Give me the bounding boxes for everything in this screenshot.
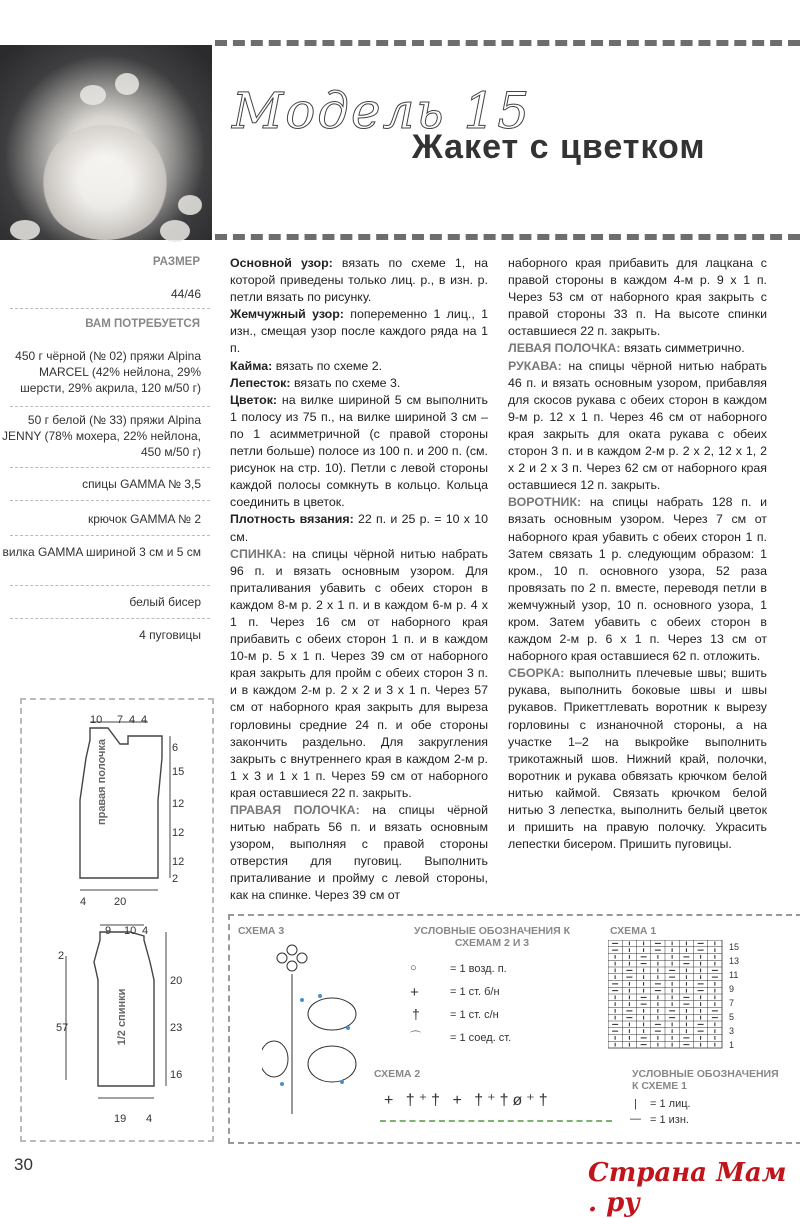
instruction-paragraph <box>508 494 767 665</box>
size-heading: РАЗМЕР <box>152 256 200 268</box>
paragraph-heading: Жемчужный узор: <box>230 307 344 322</box>
paragraph-heading: Цветок: <box>230 392 278 407</box>
instruction-paragraph <box>230 358 488 375</box>
scheme1-title: СХЕМА 1 <box>610 925 657 937</box>
back-panel-label: 1/2 спинки <box>116 988 128 1046</box>
scheme3-drawing <box>262 934 372 1134</box>
paragraph-text: вязать по схеме 3. <box>290 375 401 390</box>
paragraph-heading: ЛЕВАЯ ПОЛОЧКА: <box>508 341 621 356</box>
dim-label: 2 <box>58 950 65 962</box>
divider <box>10 308 210 309</box>
purl-icon: — <box>630 1113 641 1125</box>
row-number: 13 <box>729 956 740 966</box>
paragraph-text: наборного края прибавить для лацкана с правой стороны в каждом 4-м р. 9 х 1 п. Через 53 см от наборного края закрыть с правой стороны 33 п. На высоте спинки оставшиеся 22 п. закрыть. <box>508 256 767 339</box>
dim-label: 6 <box>172 742 179 754</box>
scheme2-base-line <box>380 1120 612 1122</box>
dim-label: 10 <box>124 925 137 937</box>
paragraph-heading: Лепесток: <box>230 375 291 390</box>
paragraph-text: 22 п. и 25 р. = 10 х 10 см. <box>230 512 488 544</box>
instruction-paragraph <box>230 375 488 392</box>
dim-label: 12 <box>172 827 185 839</box>
material-item: 50 г белой (№ 33) пряжи Alpina JENNY (78% мохера, 22% нейлона, 450 м/50 г) <box>2 413 201 459</box>
paragraph-text: вязать по схеме 1, на которой приведены только лиц. р., в изн. р. петли вязать по рисунку. <box>230 256 488 305</box>
divider <box>10 500 210 501</box>
paragraph-heading: Плотность вязания: <box>230 512 354 527</box>
legend-item: = 1 ст. б/н <box>450 986 500 998</box>
chain-stitch-icon: ○ <box>410 962 417 974</box>
legend-item: = 1 изн. <box>650 1114 689 1126</box>
material-item: спицы GAMMA № 3,5 <box>82 477 201 491</box>
dim-label: 12 <box>172 798 185 810</box>
legend-item: = 1 лиц. <box>650 1098 691 1110</box>
top-dash-border <box>215 40 800 46</box>
divider <box>10 618 210 619</box>
paragraph-heading: Основной узор: <box>230 256 333 270</box>
instruction-paragraph <box>230 511 488 545</box>
row-number: 9 <box>729 984 735 994</box>
materials-heading: ВАМ ПОТРЕБУЕТСЯ <box>85 318 200 330</box>
dim-label: 4 <box>146 1113 153 1125</box>
scheme1-grid <box>608 940 726 1052</box>
dim-label: 10 <box>90 714 103 726</box>
front-panel-label: правая полочка <box>96 738 108 826</box>
size-value: 44/46 <box>170 287 201 301</box>
legend-item: = 1 ст. с/н <box>450 1009 499 1021</box>
instruction-paragraph <box>230 392 488 512</box>
instruction-paragraph <box>230 255 488 306</box>
paragraph-heading: СБОРКА: <box>508 666 565 681</box>
paragraph-heading: ПРАВАЯ ПОЛОЧКА: <box>230 803 360 817</box>
dim-label: 16 <box>170 1069 183 1081</box>
page-title: Жакет с цветком <box>412 128 706 166</box>
paragraph-text: на вилке шириной 5 см выполнить 1 полосу из 75 п., на вилке шириной 3 см – по 1 асимметричной (с правой стороны петли больше) полосе из 100 п. и 200 п. (см. рисунок на стр. 10). Петли с левой стороны каждой полосы сомкнуть в кольцо. Кольца соединить в цветок. <box>230 392 488 510</box>
dim-label: 20 <box>170 975 183 987</box>
dim-label: 7 <box>117 714 124 726</box>
material-item: вилка GAMMA шириной 3 см и 5 см <box>2 545 201 559</box>
material-item: белый бисер <box>129 595 201 609</box>
page-number: 30 <box>14 1155 33 1174</box>
instruction-paragraph <box>230 306 488 357</box>
paragraph-heading: СПИНКА: <box>230 546 287 561</box>
slip-stitch-icon: ⌒ <box>410 1031 421 1043</box>
divider <box>10 406 210 407</box>
dim-label: 4 <box>142 925 149 937</box>
row-number: 7 <box>729 998 735 1008</box>
paragraph-text: на спицы набрать 128 п. и вязать основным узором. Через 7 см от наборного края убавить с обеих сторон 1 п. Затем связать 1 р. следующим образом: 1 кром., 10 п. основного узора, 52 раза провязать по 2 п. вместе, переводя петли в жемчужный узор, 10 п. основного узора, 1 кром. Затем убавить с обеих сторон в каждом 2-м р. 6 х 1 п. Через 13 см от наборного края оставшиеся 62 п. отложить. <box>508 495 767 664</box>
instruction-paragraph <box>508 255 767 340</box>
paragraph-text: вязать по схеме 2. <box>272 358 383 373</box>
scheme2-title: СХЕМА 2 <box>374 1068 421 1080</box>
single-crochet-icon: + <box>410 984 419 1001</box>
paragraph-text: на спицы чёрной нитью набрать 46 п. и вязать основным узором, прибавляя для скосов рукава с обеих сторон в каждом 9-м р. 12 х 1 п. Через 46 см от наборного края закрыть для оката рукава с обеих сторон 3 п. и в каждом 2-м р. 2 х 2, 12 х 1, 2 х 2 и 2 х 3 п. Через 62 см от наборного края оставшиеся 12 п. закрыть. <box>508 358 767 493</box>
instructions-column-2 <box>508 255 767 853</box>
dim-label: 19 <box>114 1113 127 1125</box>
paragraph-heading: РУКАВА: <box>508 358 562 373</box>
scheme3-title: СХЕМА 3 <box>238 925 285 937</box>
material-item: крючок GAMMA № 2 <box>87 512 201 526</box>
legend-item: = 1 возд. п. <box>450 963 507 975</box>
dim-label: 4 <box>80 896 87 908</box>
legend23-heading: УСЛОВНЫЕ ОБОЗНАЧЕНИЯ К СХЕМАМ 2 И 3 <box>414 925 570 949</box>
paragraph-text: на спицы чёрной нитью набрать 56 п. и вязать основным узором, выполняя с правой стороны отверстия для пуговиц. Выполнить приталивание и пройму с левой стороны, как на спинке. Через 39 см от <box>230 803 488 903</box>
site-watermark: Страна Мам . ру <box>588 1158 787 1218</box>
dim-label: 9 <box>105 925 112 937</box>
dim-label: 12 <box>172 856 185 868</box>
paragraph-text: выполнить плечевые швы; вшить рукава, выполнить боковые швы и швы рукавов. Прикеттлевать воротник к вырезу горловины с изнаночной стороны, а на участке 1–2 на выкройке выполнить трикотажный шов. Нижний край, полочки, воротник и рукава обвязать крючком белой нитью каймой. Связать крючком белой нитью 3 лепестка, выполнить белый цветок и пришить на правую полочку. Украсить лепестки бисером. Пришить пуговицы. <box>508 666 767 852</box>
front-outline <box>80 728 162 878</box>
legend1-heading: УСЛОВНЫЕ ОБОЗНАЧЕНИЯ К СХЕМЕ 1 <box>632 1068 779 1092</box>
row-number: 3 <box>729 1026 735 1036</box>
paragraph-heading: ВОРОТНИК: <box>508 495 582 510</box>
divider <box>10 467 210 468</box>
dim-label: 15 <box>172 766 185 778</box>
paragraph-text: вязать симметрично. <box>620 341 745 356</box>
instruction-paragraph <box>508 665 767 853</box>
title-dash-border <box>215 234 800 240</box>
divider <box>10 585 210 586</box>
row-number: 5 <box>729 1012 735 1022</box>
dim-label: 4 <box>129 714 136 726</box>
instructions-column-1 <box>230 255 488 905</box>
dim-label: 4 <box>141 714 148 726</box>
paragraph-text: попеременно 1 лиц., 1 изн., смещая узор после каждого ряда на 1 п. <box>230 307 488 356</box>
double-crochet-icon: † <box>412 1006 420 1022</box>
instruction-paragraph <box>508 340 767 357</box>
knit-icon: | <box>634 1098 637 1110</box>
scheme2-symbols: + †⁺† + †⁺†ø⁺† <box>384 1092 552 1109</box>
material-item: 450 г чёрной (№ 02) пряжи Alpina MARCEL (42% нейлона, 29% шерсти, 29% акрила, 120 м/50 г) <box>15 349 201 395</box>
row-number: 1 <box>729 1040 735 1050</box>
dim-label: 20 <box>114 896 127 908</box>
flower-photo <box>0 45 212 240</box>
dim-label: 57 <box>56 1022 69 1034</box>
material-item: 4 пуговицы <box>139 628 201 642</box>
instruction-paragraph <box>230 546 488 802</box>
row-number: 15 <box>729 942 740 952</box>
legend-item: = 1 соед. ст. <box>450 1032 512 1044</box>
dim-label: 23 <box>170 1022 183 1034</box>
instruction-paragraph <box>508 358 767 495</box>
instruction-paragraph <box>230 802 488 905</box>
paragraph-heading: Кайма: <box>230 358 273 373</box>
dim-label: 2 <box>172 873 179 885</box>
row-number: 11 <box>729 970 739 980</box>
model-title: Модель 15 <box>232 82 532 140</box>
divider <box>10 535 210 536</box>
paragraph-text: на спицы чёрной нитью набрать 96 п. и вязать основным узором. Для приталивания убавить с обеих сторон в каждом 8-м р. 2 х 1 п. и в каждом 6-м р. 4 х 1 п. Через 16 см от наборного края прибавить с обеих сторон 1 п. и в каждом 10-м р. 5 х 1 п. Через 39 см от наборного края закрыть для пройм с обеих сторон 3 п. и в каждом 2-м р. 2 х 2 и 3 х 1 п. Через 57 см от наборного края закрыть для выреза горловины средние 24 п. и обе стороны закончить раздельно. Для закругления закрыть с внутреннего края в каждом 2-м р. 1 х 3 и 1 х 1 п. Через 59 см от наборного края оставшиеся 22 п. закрыть. <box>230 546 488 800</box>
